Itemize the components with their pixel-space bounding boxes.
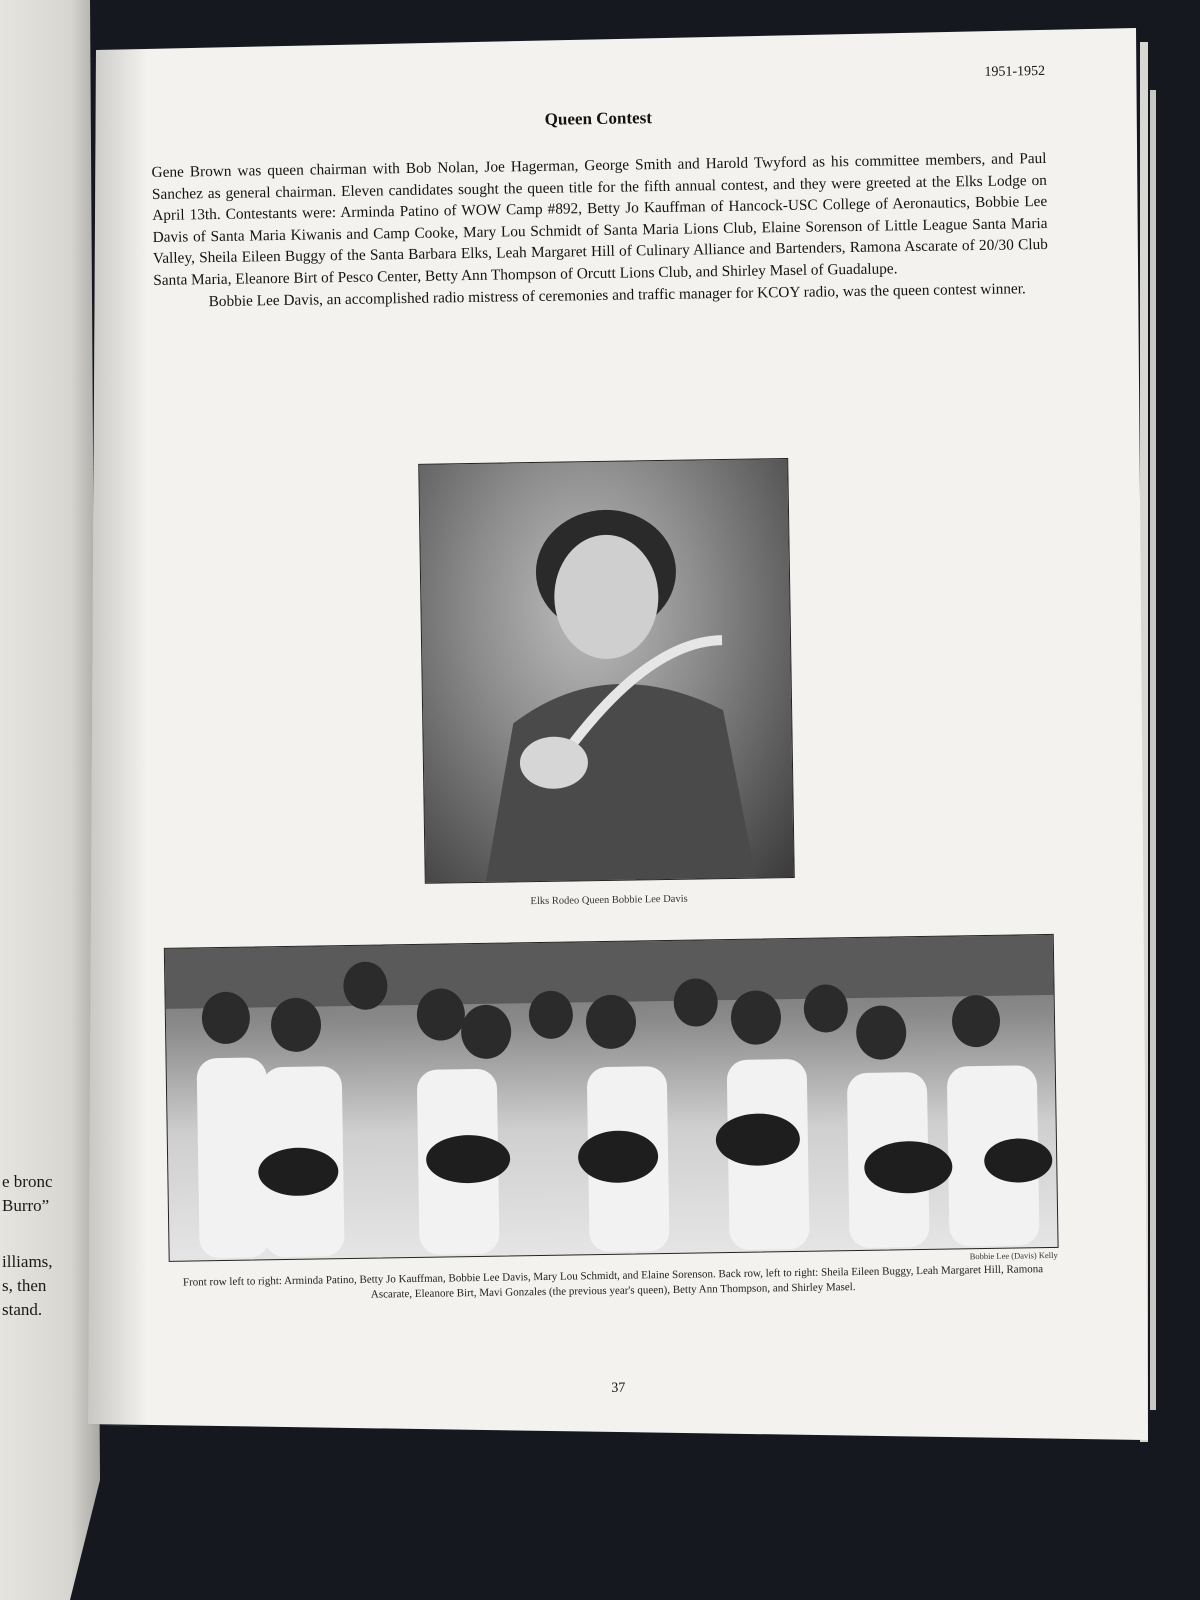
left-page-fragment: stand.	[2, 1300, 43, 1319]
paragraph: Gene Brown was queen chairman with Bob Nolan, Joe Hagerman, George Smith and Harold Twyford as his committee members, and Paul Sanchez as general chairman. Eleven candidates sought the queen title for the fifth annual contest, and they were greeted at the Elks Lodge on April 13th. Contestants were: Arminda Patino of WOW Camp #892, Betty Jo Kauffman of Hancock-USC College of Aeronautics, Bobbie Lee Davis of Santa Maria Kiwanis and Camp Cooke, Mary Lou Schmidt of Santa Maria Lions Club, Elaine Sorenson of Little League Santa Maria Valley, Sheila Eileen Buggy of the Santa Barbara Elks, Leah Margaret Hill of Culinary Alliance and Bartenders, Ramona Ascarate of 20/30 Club Santa Maria, Eleanore Birt of Pesco Center, Betty Ann Thompson of Orcutt Lions Club, and Shirley Masel of Guadalupe.	[151, 149, 1048, 289]
gutter-shadow	[88, 28, 148, 1440]
portrait-illustration	[419, 459, 794, 883]
photo-credit: Bobbie Lee (Davis) Kelly	[969, 1249, 1058, 1262]
left-page-fragment: e bronc	[2, 1172, 53, 1191]
section-title: Queen Contest	[544, 108, 653, 129]
portrait-caption: Elks Rodeo Queen Bobbie Lee Davis	[530, 893, 688, 908]
left-facing-page	[0, 0, 100, 1600]
page-number: 37	[611, 1380, 626, 1396]
left-page-fragment: illiams,	[2, 1252, 53, 1271]
group-photo-caption: Front row left to right: Arminda Patino, Betty Jo Kauffman, Bobbie Lee Davis, Mary Lou Schmidt, and Elaine Sorenson. Back row, left to right: Sheila Eileen Buggy, Leah Margaret Hill, Ramona Ascarate, Eleanore Birt, Mavi Gonzales (the previous year's queen), Betty Ann Thompson, and Shirley Masel.	[182, 1263, 1044, 1301]
group-illustration	[165, 935, 1058, 1261]
left-page-fragment: Burro”	[2, 1196, 50, 1215]
queen-portrait-photo	[418, 458, 795, 884]
paragraph: Bobbie Lee Davis, an accomplished radio mistress of ceremonies and traffic manager for KCOY radio, was the queen contest winner.	[208, 279, 1026, 310]
contestants-group-photo	[164, 934, 1059, 1262]
page-content	[150, 56, 1066, 1410]
left-page-fragment: s, then	[2, 1276, 47, 1295]
running-header: 1951-1952	[984, 63, 1046, 80]
body-text	[151, 148, 1048, 313]
page-edges	[1150, 90, 1156, 1410]
